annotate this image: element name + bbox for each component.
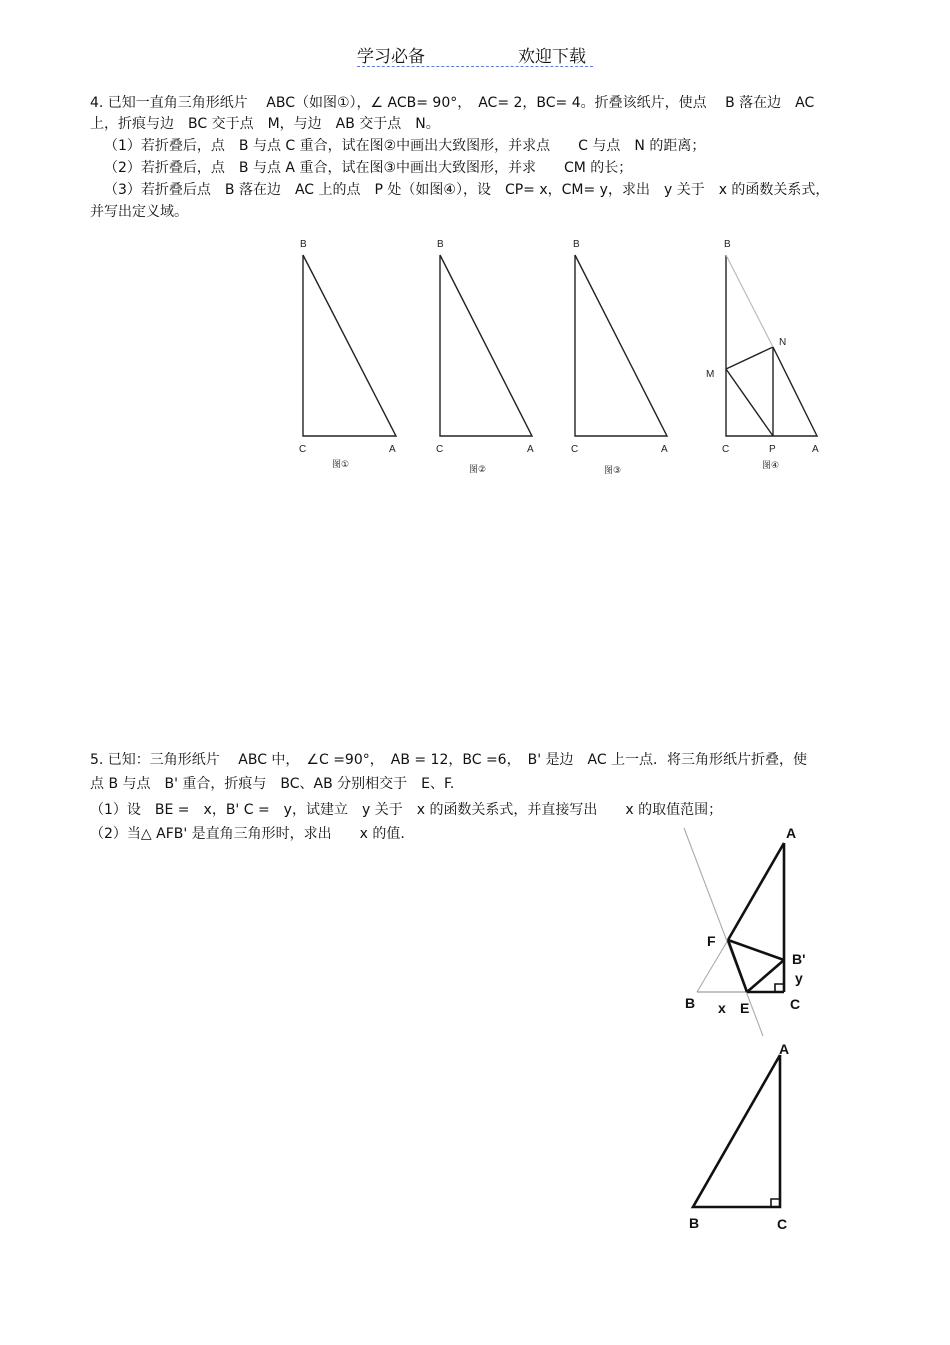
figure-2-triangle [440,255,532,436]
fig1-label-b: B [300,239,307,250]
fig2-label-c: C [436,444,444,455]
p5-bottom-triangle [693,1055,780,1207]
fig4-label-a: A [812,444,819,455]
figure-1-triangle [303,255,396,436]
p5-top-label-a: A [786,825,797,841]
p5-top-label-e: E [740,1000,750,1016]
p5-top-label-f: F [707,933,716,949]
p5-top-label-c: C [790,996,801,1012]
fig3-caption: 图③ [604,465,622,475]
fig4-label-c: C [722,444,730,455]
problem-4-line-1: 4. 已知一直角三角形纸片 ABC（如图①），∠ ACB= 90°， AC= 2，BC= 4。折叠该纸片，使点 B 落在边 AC [90,95,815,111]
problem-4-line-3: （1）若折叠后，点 B 与点 C 重合，试在图②中画出大致图形，并求点 C 与点 N 的距离； [104,138,706,154]
problem-5-line-3: （1）设 BE = x，B' C = y，试建立 y 关于 x 的函数关系式，并直接写出 x 的取值范围； [90,802,723,818]
p5-top-label-b: B [685,995,696,1011]
problem-4-line-4: （2）若折叠后，点 B 与点 A 重合，试在图③中画出大致图形，并求 CM 的长； [104,160,633,176]
fig4-label-m: M [706,369,715,380]
figure-4-faint-edge-bn [726,255,773,347]
fig1-label-c: C [299,444,307,455]
p5-top-segment-ebp [747,960,784,992]
problem-5-line-2: 点 B 与点 B' 重合，折痕与 BC、AB 分别相交于 E、F. [90,776,455,792]
problem-4-line-5: （3）若折叠后点 B 落在边 AC 上的点 P 处（如图④），设 CP= x，CM= y，求出 y 关于 x 的函数关系式， [104,182,830,198]
p5-bottom-label-c: C [777,1216,788,1232]
fig3-label-b: B [573,239,580,250]
fig1-label-a: A [389,444,396,455]
fig3-label-c: C [571,444,579,455]
figure-4-segment-mp [726,369,773,436]
problem-4-line-2: 上，折痕与边 BC 交于点 M，与边 AB 交于点 N。 [90,116,440,132]
fig2-label-b: B [437,239,444,250]
fig2-caption: 图② [469,464,487,474]
fig4-caption: 图④ [762,460,780,470]
p5-bottom-label-a: A [779,1041,790,1057]
p5-top-side-af [728,843,784,940]
fig4-label-p: P [769,444,776,455]
p5-top-label-x: x [718,1000,726,1016]
p5-top-segment-fbp [728,940,784,960]
fig4-label-b: B [724,239,731,250]
figure-3-triangle [575,255,667,436]
problem-5-line-4: （2）当△ AFB' 是直角三角形时，求出 x 的值. [90,826,405,842]
fig2-label-a: A [527,444,534,455]
problem-4-line-6: 并写出定义域。 [90,204,188,220]
p5-top-segment-fe [728,940,747,992]
header-right-text: 欢迎下载 [518,47,586,67]
fig3-label-a: A [661,444,668,455]
header-left-text: 学习必备 [357,47,425,67]
fig1-caption: 图① [332,459,350,469]
p5-top-label-bprime: B' [792,951,806,967]
figure-4-fold-line-mn [726,347,773,369]
problem-5-line-1: 5. 已知：三角形纸片 ABC 中， ∠C =90°， AB = 12，BC =6， B' 是边 AC 上一点．将三角形纸片折叠，使 [90,752,808,768]
fig4-label-n: N [779,337,787,348]
p5-bottom-label-b: B [689,1215,700,1231]
p5-top-label-y: y [795,970,803,986]
